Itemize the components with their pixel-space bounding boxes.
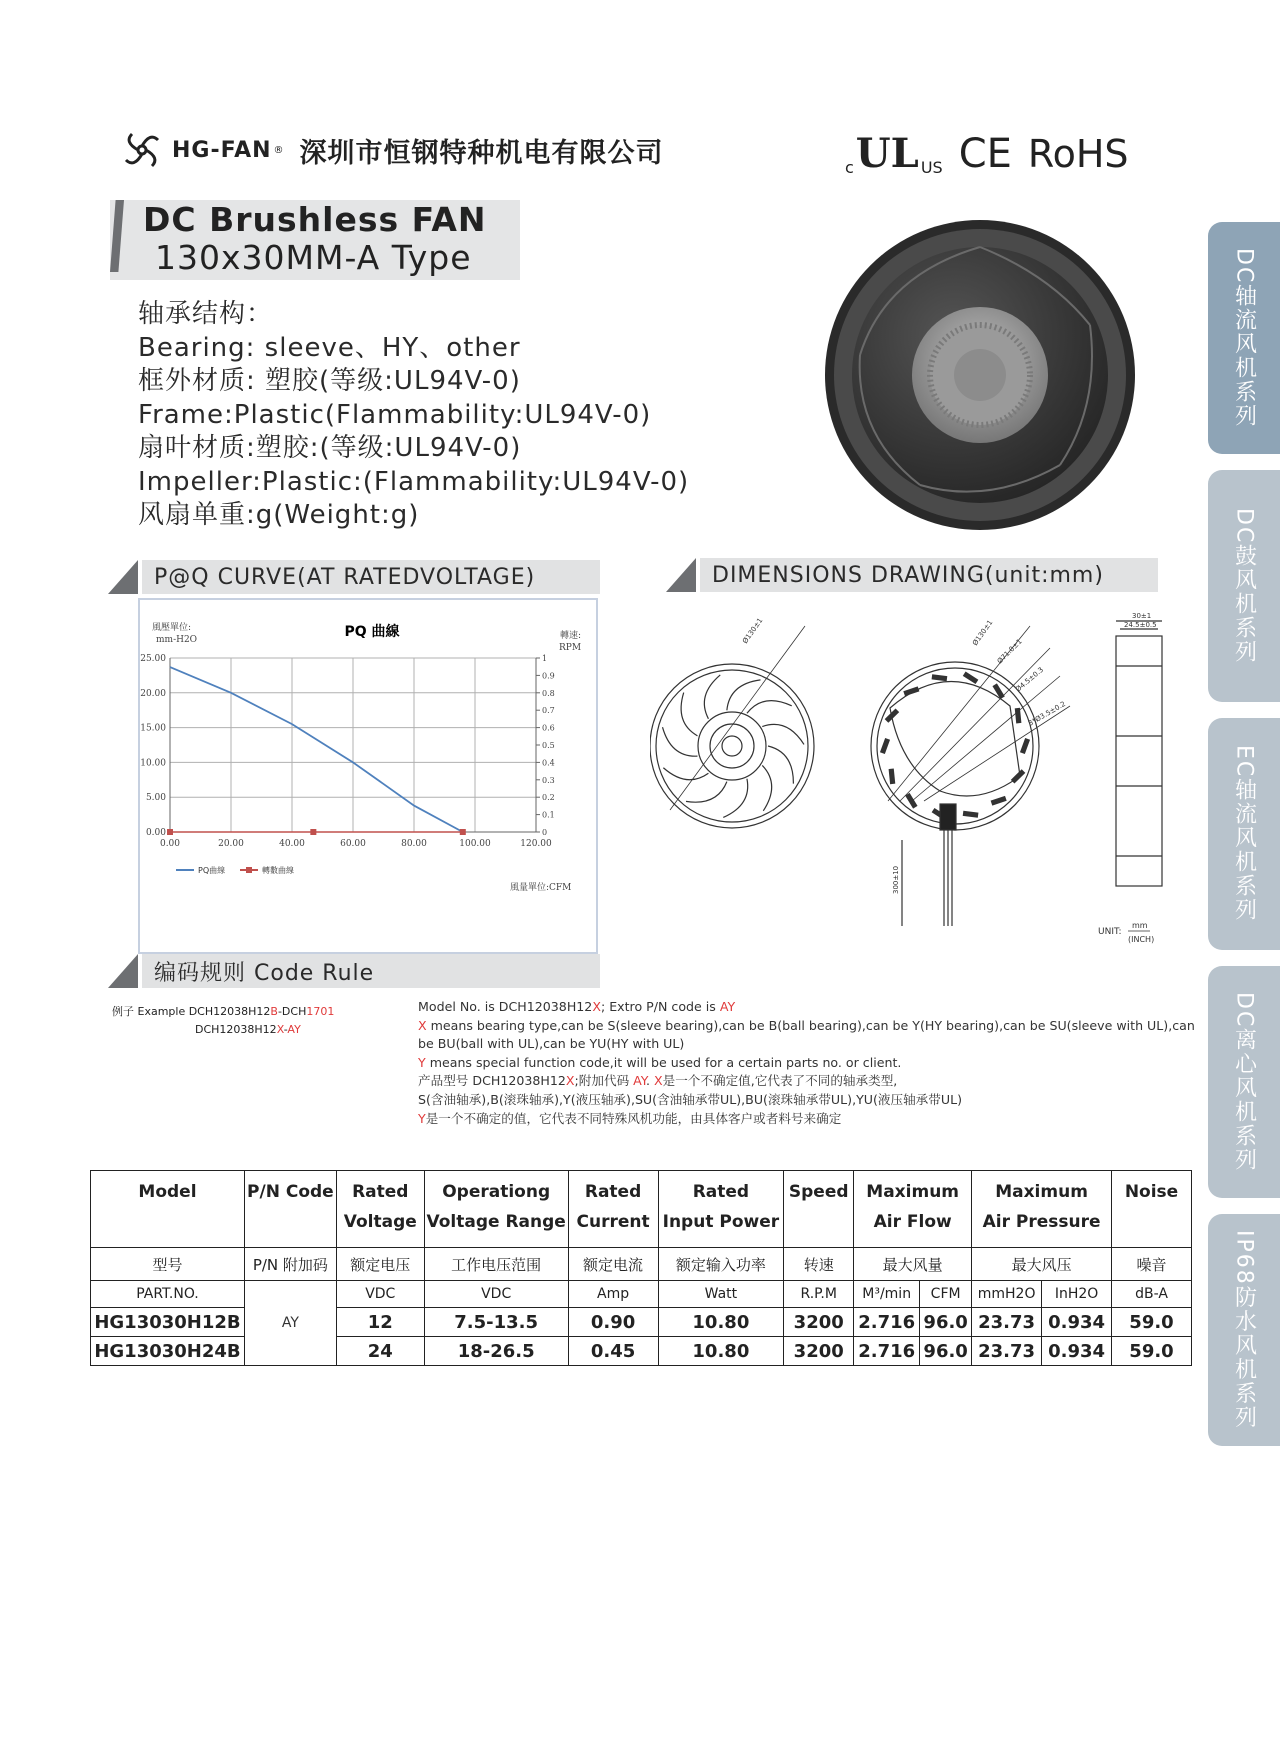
code-rule-header	[142, 954, 600, 988]
cn-cell: 额定电流	[568, 1248, 658, 1281]
spec-line: 框外材质: 塑胶(等级:UL94V-0)	[138, 366, 521, 396]
frame-slot	[932, 675, 946, 681]
chart-grid	[170, 658, 536, 832]
spec-line: Bearing: sleeve、HY、other	[138, 332, 521, 363]
section-marker	[666, 558, 696, 592]
table-unit-row	[91, 1281, 1192, 1308]
data-cell: 12	[336, 1308, 424, 1337]
y2-tick-label: 0.6	[542, 723, 555, 733]
data-cell: 96.0	[920, 1337, 972, 1366]
y-tick-label: 0.00	[145, 828, 166, 838]
brand-header	[120, 128, 664, 172]
data-cell: 59.0	[1112, 1337, 1192, 1366]
y-tick-label: 15.00	[140, 723, 166, 734]
blade-outline	[681, 693, 697, 736]
data-cell: 24	[336, 1337, 424, 1366]
blade-outline	[704, 675, 720, 719]
header-cell: Speed	[784, 1171, 854, 1248]
header-cell: Maximum Air Pressure	[972, 1171, 1112, 1248]
data-cell: 2.716	[854, 1308, 920, 1337]
dim-label: 24.5±0.5	[1124, 621, 1157, 629]
note-line: Model No. is DCH12038H12X; Extro P/N code is AY	[418, 999, 736, 1014]
x-tick-label: 0.00	[159, 839, 181, 849]
x-axis-label: 風量單位:CFM	[510, 883, 572, 893]
data-cell: 0.45	[568, 1337, 658, 1366]
dim-label: Ø130±1	[971, 618, 995, 648]
pq-curve-heading: P@Q CURVE(AT RATEDVOLTAGE)	[154, 564, 536, 590]
product-subtitle: 130x30MM-A Type	[155, 238, 472, 277]
cn-cell: 额定电压	[336, 1248, 424, 1281]
dimensions-header	[700, 558, 1158, 592]
y-axis-label: 風壓單位:	[152, 623, 192, 633]
section-marker	[108, 954, 138, 988]
header-cell: Operationg Voltage Range	[424, 1171, 568, 1248]
data-cell: 0.90	[568, 1308, 658, 1337]
y2-tick-label: 0.8	[542, 688, 555, 698]
y-axis-unit: mm-H2O	[156, 635, 198, 645]
note-line: Y是一个不确定的值，它代表不同特殊风机功能，由具体客户或者料号来确定	[418, 1110, 842, 1126]
cn-cell: 型号	[91, 1248, 245, 1281]
frame-slot	[1012, 770, 1025, 783]
blade-outline	[663, 768, 708, 780]
x-tick-label: 60.00	[340, 839, 366, 849]
data-cell: 10.80	[658, 1308, 784, 1337]
blade-outline	[723, 779, 747, 818]
unit-label: UNIT:	[1098, 927, 1122, 937]
note-line: 产品型号 DCH12038H12X;附加代码 AY. X是一个不确定值,它代表了不同的轴承类型,	[418, 1073, 898, 1089]
model-cell: HG13030H24B	[91, 1337, 245, 1366]
dimensions-heading: DIMENSIONS DRAWING(unit:mm)	[712, 562, 1104, 588]
cn-cell: P/N 附加码	[244, 1248, 336, 1281]
cn-cell: 最大风量	[854, 1248, 972, 1281]
unit-cell: PART.NO.	[91, 1281, 245, 1308]
frame-slot	[881, 739, 890, 754]
dim-label: Ø4.5±0.3	[1014, 665, 1046, 694]
brand-name: HG-FAN	[172, 137, 272, 163]
rpm-point	[167, 829, 173, 835]
y2-tick-label: 1	[542, 654, 548, 663]
legend-label: 轉數曲線	[262, 866, 294, 875]
legend-label: PQ曲線	[198, 866, 226, 875]
frame-slot	[904, 687, 919, 695]
spec-line: 风扇单重:g(Weight:g)	[138, 500, 420, 530]
note-line: S(含油轴承),B(滚珠轴承),Y(液压轴承),SU(含油轴承带UL),BU(滚珠轴承带UL),YU(液压轴承带UL)	[418, 1091, 963, 1107]
cn-cell: 转速	[784, 1248, 854, 1281]
blade-outline	[747, 701, 792, 714]
y2-tick-label: 0.4	[542, 758, 555, 768]
unit-cell: dB-A	[1112, 1281, 1192, 1308]
table-header-row	[91, 1171, 1192, 1248]
data-cell: 3200	[784, 1337, 854, 1366]
section-marker	[108, 560, 138, 594]
legend-marker	[246, 867, 252, 873]
x-tick-label: 120.00	[520, 839, 552, 849]
front-view	[650, 626, 814, 828]
dim-label: Ø130±1	[741, 616, 765, 646]
chart-legend	[176, 865, 294, 875]
ce-mark: CE	[958, 130, 1012, 177]
sidebar-tab-ec-axial[interactable]: EC轴流风机系列	[1208, 718, 1280, 950]
data-cell: 10.80	[658, 1337, 784, 1366]
y-tick-label: 10.00	[140, 758, 166, 769]
fan-product-image	[820, 215, 1140, 535]
sidebar-tab-ip68[interactable]: IP68防水风机系列	[1208, 1214, 1280, 1446]
data-cell: 2.716	[854, 1337, 920, 1366]
unit-cell: R.P.M	[784, 1281, 854, 1308]
spec-table	[90, 1170, 1192, 1366]
cn-cell: 工作电压范围	[424, 1248, 568, 1281]
side-view	[1116, 621, 1162, 886]
blade-outline	[768, 746, 793, 784]
y2-tick-label: 0.5	[542, 741, 555, 750]
dim-label: 3*Ø3.5±0.2	[1027, 700, 1068, 728]
pq-chart-frame	[138, 598, 598, 954]
y2-axis-unit: RPM	[559, 643, 582, 653]
spec-line: 轴承结构：	[138, 299, 274, 329]
frame-slot	[964, 672, 978, 683]
registered-mark: ®	[273, 144, 284, 156]
note-line: Y means special function code,it will be used for a certain parts no. or client.	[418, 1054, 902, 1070]
code-rule-notes	[418, 998, 1198, 1128]
y2-tick-label: 0.7	[542, 706, 555, 716]
y-tick-label: 5.00	[145, 793, 166, 804]
frame-slot	[1015, 708, 1020, 722]
unit-cell: Amp	[568, 1281, 658, 1308]
spec-line: Frame:Plastic(Flammability:UL94V-0)	[138, 399, 652, 430]
pq-curve-line	[170, 667, 463, 832]
data-cell: 18-26.5	[424, 1337, 568, 1366]
unit-cell: Watt	[658, 1281, 784, 1308]
unit-cell: CFM	[920, 1281, 972, 1308]
frame-slot	[889, 769, 894, 783]
unit-cell: M³/min	[854, 1281, 920, 1308]
code-rule-heading: 编码规则 Code Rule	[154, 960, 375, 986]
dim-label: 30±1	[1132, 612, 1152, 620]
data-cell: 96.0	[920, 1308, 972, 1337]
y2-axis-label: 轉速:	[560, 631, 582, 641]
ul-c-mark: c	[845, 158, 854, 177]
example-line-1: 例子 Example DCH12038H12B-DCH1701	[112, 1005, 335, 1018]
y2-tick-label: 0.9	[542, 671, 555, 681]
model-cell: HG13030H12B	[91, 1308, 245, 1337]
chart-title: PQ 曲線	[344, 624, 400, 640]
title-accent-bar	[110, 200, 124, 272]
fan-logo-icon	[120, 128, 164, 172]
spec-list	[138, 298, 689, 533]
dimensions-drawing	[650, 596, 1170, 956]
y-tick-label: 25.00	[140, 654, 166, 664]
company-name: 深圳市恒钢特种机电有限公司	[299, 137, 664, 169]
y2-tick-label: 0.2	[542, 793, 555, 803]
data-cell: 0.934	[1042, 1337, 1112, 1366]
unit-cell: VDC	[424, 1281, 568, 1308]
data-cell: 23.73	[972, 1308, 1042, 1337]
x-tick-label: 80.00	[401, 839, 427, 849]
y2-tick-label: 0.3	[542, 775, 555, 785]
pn-code-cell: AY	[244, 1281, 336, 1366]
blade-outline	[762, 765, 771, 810]
cn-cell: 噪音	[1112, 1248, 1192, 1281]
header-cell: Noise	[1112, 1171, 1192, 1248]
unit-cell: InH2O	[1042, 1281, 1112, 1308]
x-tick-label: 100.00	[459, 839, 491, 849]
frame-slot	[963, 811, 977, 817]
data-cell: 0.934	[1042, 1308, 1112, 1337]
chart-series	[167, 667, 466, 835]
data-cell: 7.5-13.5	[424, 1308, 568, 1337]
y2-tick-label: 0	[542, 828, 548, 837]
example-line-2: DCH12038H12X-AY	[195, 1023, 301, 1036]
x-tick-label: 20.00	[218, 839, 244, 849]
header-cell: Rated Voltage	[336, 1171, 424, 1248]
frame-slot	[1021, 739, 1030, 754]
note-line: X means bearing type,can be S(sleeve bearing),can be B(ball bearing),can be Y(HY bearing),can be SU(sleeve with UL),can be BU(ball with UL),can be YU(HY with UL)	[418, 1017, 1195, 1052]
y-tick-label: 20.00	[140, 688, 166, 699]
pq-curve-header	[142, 560, 600, 594]
x-tick-label: 40.00	[279, 839, 305, 849]
header-cell: Maximum Air Flow	[854, 1171, 972, 1248]
blade-outline	[686, 782, 727, 803]
sidebar-tab-dc-blower[interactable]: DC鼓风机系列	[1208, 470, 1280, 702]
header-cell: Rated Input Power	[658, 1171, 784, 1248]
sidebar-tab-dc-centrifugal[interactable]: DC离心风机系列	[1208, 966, 1280, 1198]
cn-cell: 最大风压	[972, 1248, 1112, 1281]
certifications	[845, 130, 1129, 177]
unit-cell: mmH2O	[972, 1281, 1042, 1308]
unit-bottom: (INCH)	[1128, 935, 1155, 944]
chart-ticks	[140, 654, 555, 849]
dim-label: 300±10	[892, 865, 900, 894]
frame-slot	[991, 797, 1006, 805]
unit-top: mm	[1132, 921, 1148, 930]
ul-us-mark: US	[920, 158, 943, 177]
header-cell: Rated Current	[568, 1171, 658, 1248]
header-cell: Model	[91, 1171, 245, 1248]
frame-slot	[906, 794, 917, 808]
data-cell: 59.0	[1112, 1308, 1192, 1337]
blade-outline	[762, 724, 804, 744]
sidebar-tab-dc-axial[interactable]: DC轴流风机系列	[1208, 222, 1280, 454]
ul-certification	[845, 130, 943, 177]
product-title: DC Brushless FAN	[143, 200, 487, 239]
dim-label: Ø71.0±1	[995, 637, 1024, 666]
y2-tick-label: 0.1	[542, 810, 555, 820]
rpm-point	[310, 829, 316, 835]
data-cell: 3200	[784, 1308, 854, 1337]
rohs-mark: RoHS	[1027, 131, 1129, 176]
pq-chart	[140, 600, 596, 952]
rpm-point	[460, 829, 466, 835]
spec-line: Impeller:Plastic:(Flammability:UL94V-0)	[138, 466, 690, 497]
table-cn-row	[91, 1248, 1192, 1281]
code-example	[112, 1003, 334, 1039]
cn-cell: 额定输入功率	[658, 1248, 784, 1281]
ul-mark: UL	[855, 130, 919, 177]
data-cell: 23.73	[972, 1337, 1042, 1366]
unit-cell: VDC	[336, 1281, 424, 1308]
spec-line: 扇叶材质:塑胶:(等级:UL94V-0)	[138, 433, 522, 463]
header-cell: P/N Code	[244, 1171, 336, 1248]
